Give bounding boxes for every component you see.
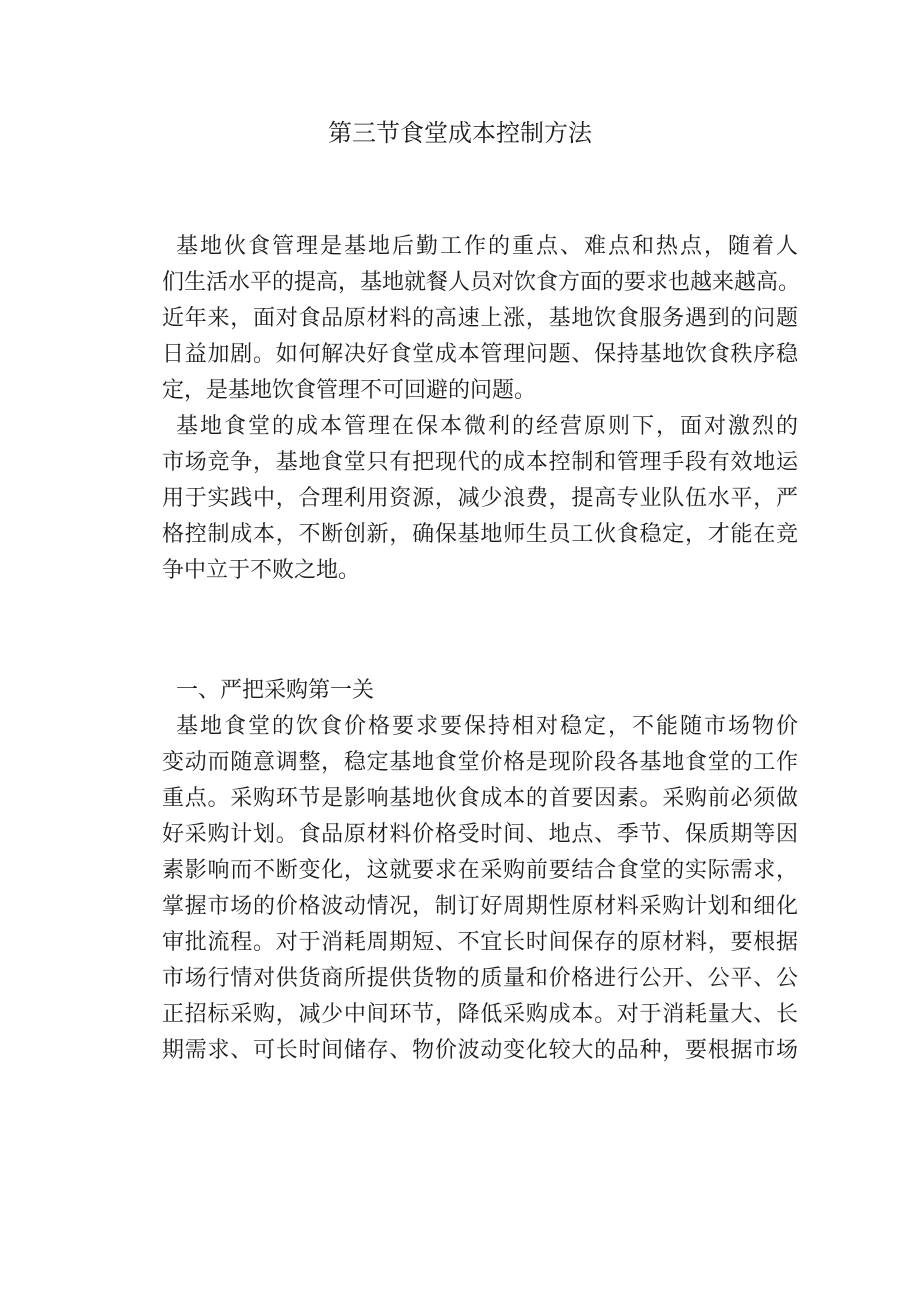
text-line: 们生活水平的提高，基地就餐人员对饮食方面的要求也越来越高。	[162, 270, 801, 295]
text-line: 基地食堂的饮食价格要求要保持相对稳定，不能随市场物价	[176, 714, 798, 739]
text-line: 日益加剧。如何解决好食堂成本管理问题、保持基地饮食秩序稳	[162, 342, 798, 367]
text-line: 基地食堂的成本管理在保本微利的经营原则下，面对激烈的	[176, 414, 798, 439]
page-title: 第三节食堂成本控制方法	[328, 119, 592, 147]
text-line: 正招标采购，减少中间环节，降低采购成本。对于消耗量大、长	[162, 1002, 798, 1027]
text-line: 定，是基地饮食管理不可回避的问题。	[162, 378, 537, 403]
text-line: 市场行情对供货商所提供货物的质量和价格进行公开、公平、公	[162, 966, 798, 991]
text-line: 掌握市场的价格波动情况，制订好周期性原材料采购计划和细化	[162, 894, 798, 919]
text-line: 好采购计划。食品原材料价格受时间、地点、季节、保质期等因	[162, 822, 798, 847]
text-line: 变动而随意调整，稳定基地食堂价格是现阶段各基地食堂的工作	[162, 750, 798, 775]
text-line: 市场竞争，基地食堂只有把现代的成本控制和管理手段有效地运	[162, 450, 798, 475]
paragraph-3	[162, 709, 798, 1069]
section-heading	[162, 673, 798, 709]
text-line: 基地伙食管理是基地后勤工作的重点、难点和热点，随着人	[176, 234, 798, 259]
text-line: 用于实践中，合理利用资源，减少浪费，提高专业队伍水平，严	[162, 486, 798, 511]
text-line: 审批流程。对于消耗周期短、不宜长时间保存的原材料，要根据	[162, 930, 798, 955]
paragraph-2	[162, 409, 798, 589]
paragraph-1	[162, 229, 801, 409]
section-heading-text: 一、严把采购第一关	[176, 678, 375, 703]
text-line: 争中立于不败之地。	[162, 558, 361, 583]
text-line: 重点。采购环节是影响基地伙食成本的首要因素。采购前必须做	[162, 786, 798, 811]
text-line: 近年来，面对食品原材料的高速上涨，基地饮食服务遇到的问题	[162, 306, 798, 331]
text-line: 期需求、可长时间储存、物价波动变化较大的品种，要根据市场	[162, 1038, 798, 1063]
text-line: 格控制成本，不断创新，确保基地师生员工伙食稳定，才能在竞	[162, 522, 798, 547]
text-line: 素影响而不断变化，这就要求在采购前要结合食堂的实际需求，	[162, 858, 798, 883]
